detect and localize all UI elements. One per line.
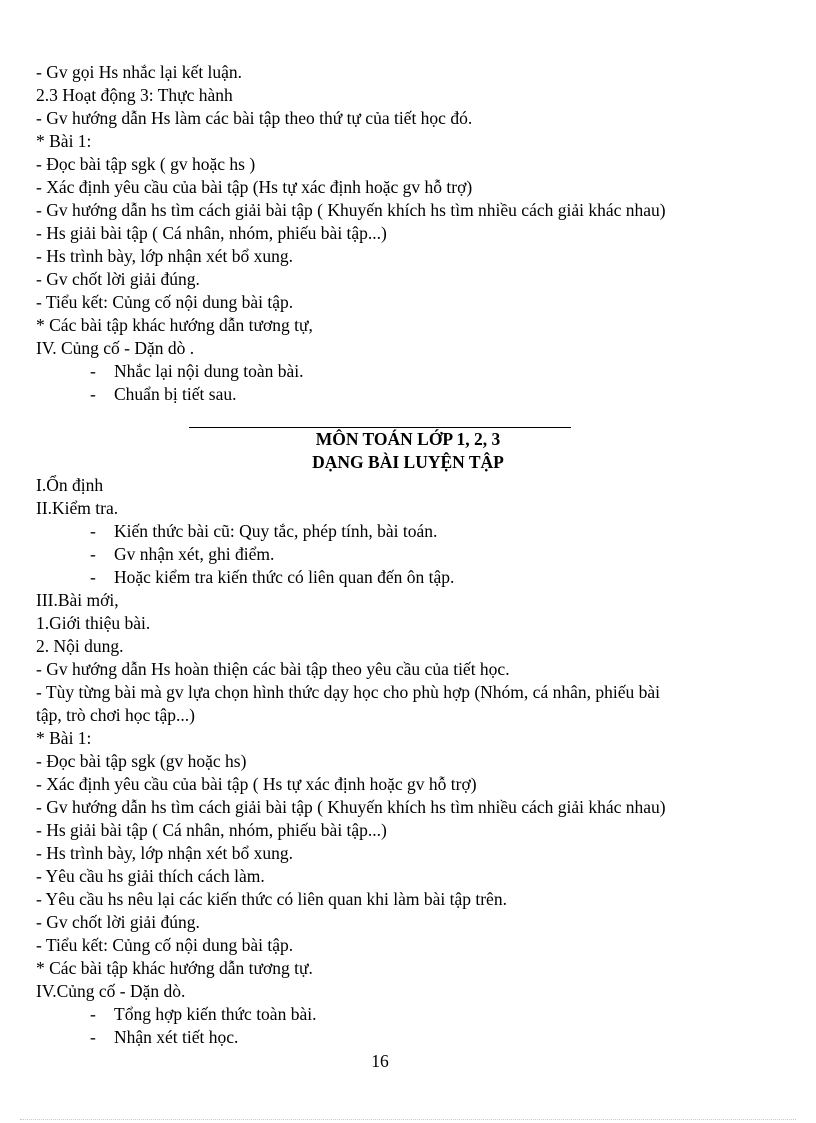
text-line: * Các bài tập khác hướng dẫn tương tự.	[36, 958, 313, 978]
text-line: - Gv hướng dẫn Hs làm các bài tập theo thứ tự của tiết học đó.	[36, 108, 473, 128]
bullet-item	[90, 1003, 316, 1025]
bullet-item	[90, 520, 437, 542]
bullet-item	[90, 566, 454, 588]
text-line: - Yêu cầu hs giải thích cách làm.	[36, 866, 265, 886]
dash-marker: -	[90, 567, 96, 587]
page-bottom-border	[20, 1119, 796, 1120]
text-line: - Đọc bài tập sgk ( gv hoặc hs )	[36, 154, 256, 174]
text-line: III.Bài mới,	[36, 590, 119, 610]
bullet-text: Tổng hợp kiến thức toàn bài.	[114, 1004, 317, 1024]
text-line: - Đọc bài tập sgk (gv hoặc hs)	[36, 751, 247, 771]
text-line: 1.Giới thiệu bài.	[36, 613, 151, 633]
text-line: - Hs giải bài tập ( Cá nhân, nhóm, phiếu bài tập...)	[36, 820, 387, 840]
text-line: 2.3 Hoạt động 3: Thực hành	[36, 85, 233, 105]
text-line: - Xác định yêu cầu của bài tập ( Hs tự xác định hoặc gv hỗ trợ)	[36, 774, 477, 794]
text-line: * Bài 1:	[36, 131, 92, 151]
text-line: - Tiểu kết: Củng cố nội dung bài tập.	[36, 292, 294, 312]
text-line: - Gv chốt lời giải đúng.	[36, 269, 200, 289]
text-line: * Bài 1:	[36, 728, 92, 748]
text-line: - Hs trình bày, lớp nhận xét bổ xung.	[36, 843, 293, 863]
text-line: - Hs trình bày, lớp nhận xét bổ xung.	[36, 246, 293, 266]
bullet-item	[90, 543, 274, 565]
bullet-text: Nhắc lại nội dung toàn bài.	[114, 361, 304, 381]
bullet-text: Gv nhận xét, ghi điểm.	[114, 544, 275, 564]
text-line: - Gv chốt lời giải đúng.	[36, 912, 200, 932]
dash-marker: -	[90, 384, 96, 404]
bullet-text: Chuẩn bị tiết sau.	[114, 384, 237, 404]
text-line: I.Ổn định	[36, 475, 104, 495]
text-line: - Xác định yêu cầu của bài tập (Hs tự xác định hoặc gv hỗ trợ)	[36, 177, 473, 197]
text-line: IV. Củng cố - Dặn dò .	[36, 338, 195, 358]
section-subheading: DẠNG BÀI LUYỆN TẬP	[312, 452, 504, 472]
text-line: - Yêu cầu hs nêu lại các kiến thức có liên quan khi làm bài tập trên.	[36, 889, 507, 909]
text-line: - Gv hướng dẫn hs tìm cách giải bài tập ( Khuyến khích hs tìm nhiều cách giải khác nhau)	[36, 797, 666, 817]
dash-marker: -	[90, 1027, 96, 1047]
page-number: 16	[371, 1051, 389, 1071]
text-line: - Gv hướng dẫn Hs hoàn thiện các bài tập theo yêu cầu của tiết học.	[36, 659, 510, 679]
bullet-text: Nhận xét tiết học.	[114, 1027, 239, 1047]
text-line: - Gv hướng dẫn hs tìm cách giải bài tập ( Khuyến khích hs tìm nhiều cách giải khác nhau)	[36, 200, 666, 220]
bullet-item	[90, 383, 236, 405]
text-line: II.Kiểm tra.	[36, 498, 119, 518]
text-line: - Tùy từng bài mà gv lựa chọn hình thức dạy học cho phù hợp (Nhóm, cá nhân, phiếu bài	[36, 682, 660, 702]
text-line: * Các bài tập khác hướng dẫn tương tự,	[36, 315, 313, 335]
bullet-item	[90, 1026, 238, 1048]
dash-marker: -	[90, 361, 96, 381]
dash-marker: -	[90, 544, 96, 564]
text-line: - Gv gọi Hs nhắc lại kết luận.	[36, 62, 243, 82]
bullet-text: Hoặc kiểm tra kiến thức có liên quan đến ôn tập.	[114, 567, 455, 587]
bullet-text: Kiến thức bài cũ: Quy tắc, phép tính, bài toán.	[114, 521, 438, 541]
text-line: IV.Củng cố - Dặn dò.	[36, 981, 186, 1001]
dash-marker: -	[90, 521, 96, 541]
section-heading: MÔN TOÁN LỚP 1, 2, 3	[315, 429, 501, 449]
dash-marker: -	[90, 1004, 96, 1024]
text-line: - Tiểu kết: Củng cố nội dung bài tập.	[36, 935, 294, 955]
text-line: - Hs giải bài tập ( Cá nhân, nhóm, phiếu bài tập...)	[36, 223, 387, 243]
text-line: 2. Nội dung.	[36, 636, 124, 656]
bullet-item	[90, 360, 304, 382]
text-line: tập, trò chơi học tập...)	[36, 705, 195, 725]
